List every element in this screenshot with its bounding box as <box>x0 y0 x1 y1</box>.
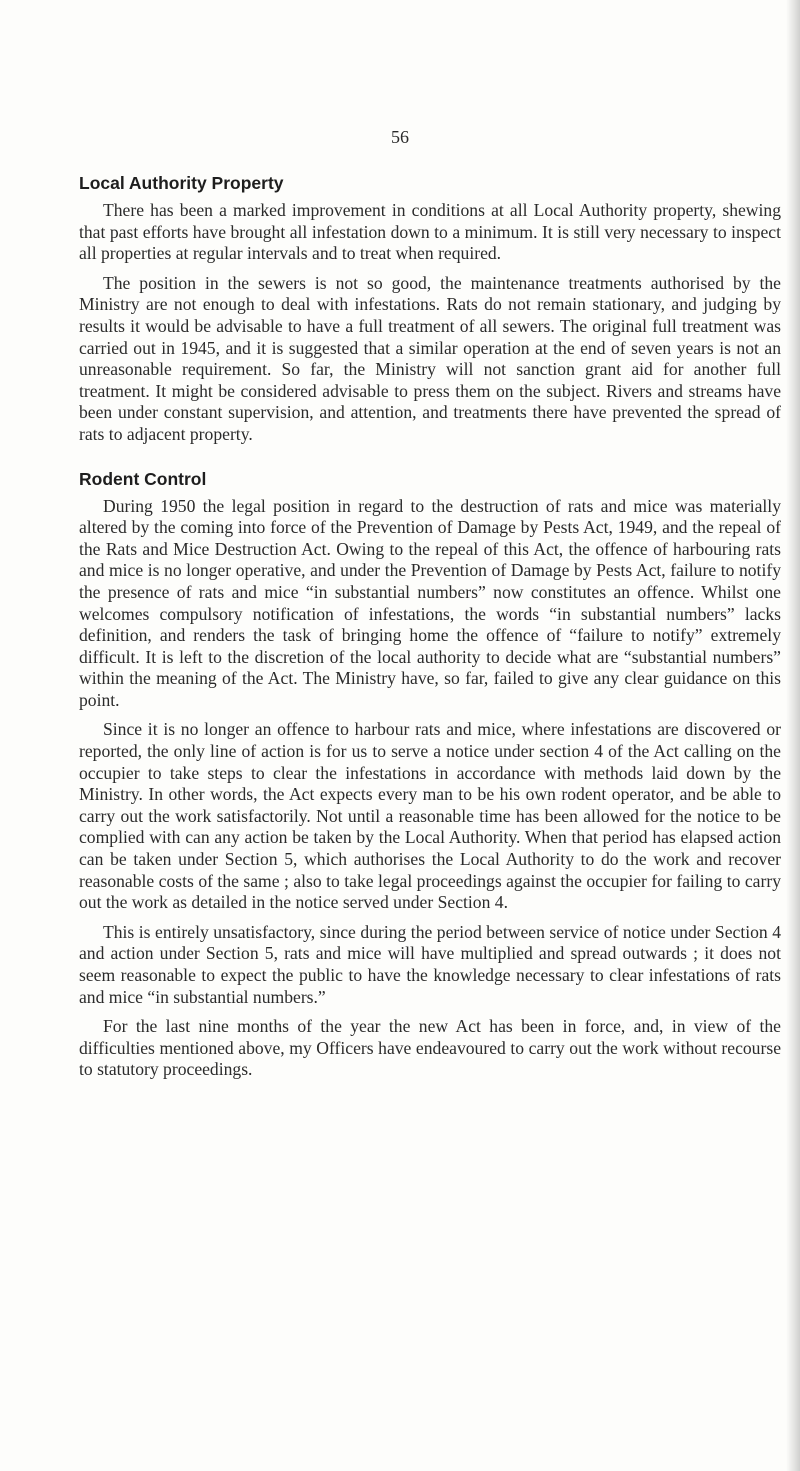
paragraph: There has been a marked improvement in conditions at all Local Authority property, shewing that past efforts have brought all infestation down to a minimum. It is still very necessary to inspect all properties at regular intervals and to treat when required. <box>79 200 781 264</box>
page-edge-shadow <box>786 0 800 1471</box>
paragraph: This is entirely unsatisfactory, since during the period between service of notice under Section 4 and action under Section 5, rats and mice will have multiplied and spread outwards ; it does not seem reasonable to expect the public to have the knowledge necessary to clear infestations of rats and mice “in substantial numbers.” <box>79 921 781 1007</box>
section-heading-local-authority-property: Local Authority Property <box>79 173 284 193</box>
page-number: 56 <box>391 127 409 147</box>
paragraph: For the last nine months of the year the new Act has been in force, and, in view of the difficulties mentioned above, my Officers have endeavoured to carry out the work without recourse to statutory proceedings. <box>79 1016 781 1080</box>
paragraph: Since it is no longer an offence to harbour rats and mice, where infestations are discovered or reported, the only line of action is for us to serve a notice under section 4 of the Act calling on the occupier to take steps to clear the infestations in accordance with methods laid down by the Ministry. In other words, the Act expects every man to be his own rodent operator, and be able to carry out the work satisfactorily. Not until a reasonable time has been allowed for the notice to be complied with can any action be taken by the Local Authority. When that period has elapsed action can be taken under Section 5, which authorises the Local Authority to do the work and recover reasonable costs of the same ; also to take legal proceedings against the occupier for failing to carry out the work as detailed in the notice served under Section 4. <box>79 719 781 913</box>
paragraph: During 1950 the legal position in regard to the destruction of rats and mice was materially altered by the coming into force of the Prevention of Damage by Pests Act, 1949, and the repeal of the Rats and Mice Destruction Act. Owing to the repeal of this Act, the offence of harbouring rats and mice is no longer operative, and under the Prevention of Damage by Pests Act, failure to notify the presence of rats and mice “in substantial numbers” now constitutes an offence. Whilst one welcomes compulsory notification of infestations, the words “in substantial numbers” lacks definition, and renders the task of bringing home the offence of “failure to notify” extremely difficult. It is left to the discretion of the local authority to decide what are “substantial numbers” within the meaning of the Act. The Ministry have, so far, failed to give any clear guidance on this point. <box>79 495 781 710</box>
document-body <box>79 172 781 1089</box>
section-heading-rodent-control: Rodent Control <box>79 468 207 489</box>
paragraph: The position in the sewers is not so good, the maintenance treatments authorised by the Ministry are not enough to deal with infestations. Rats do not remain stationary, and judging by results it would be advisable to have a full treatment of all sewers. The original full treatment was carried out in 1945, and it is suggested that a similar operation at the end of seven years is not an unreasonable requirement. So far, the Ministry will not sanction grant aid for another full treatment. It might be considered advisable to press them on the subject. Rivers and streams have been under constant supervision, and attention, and treatments there have prevented the spread of rats to adjacent property. <box>79 272 781 444</box>
